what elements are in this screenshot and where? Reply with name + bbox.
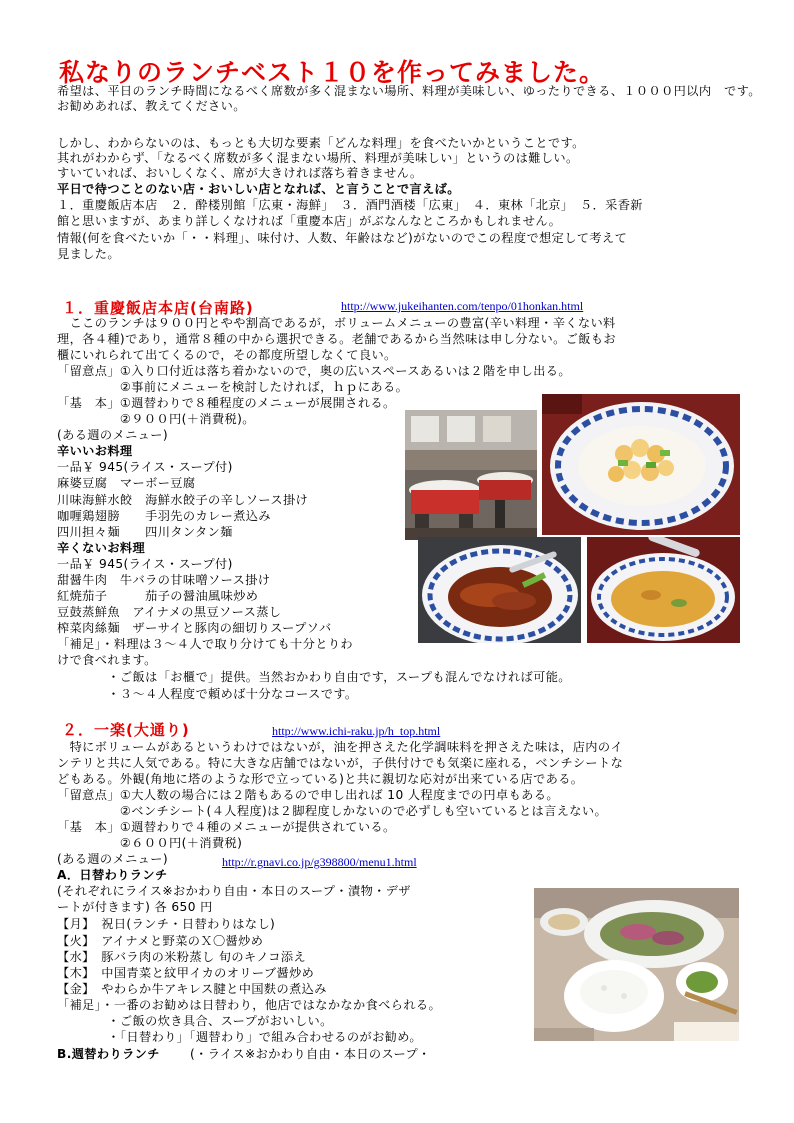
section2-line: 「留意点」①大人数の場合には２階もあるので申し出れば 10 人程度までの円卓もある。 <box>57 788 559 802</box>
soup-icon <box>587 537 740 643</box>
section1-line: 理，各４種)であり，通常８種の中から選択できる。老舗であるから当然味は申し分ない。ご飯もお <box>57 332 617 346</box>
section1-line: 川味海鮮水餃 海鮮水餃子の辛しソース掛け <box>57 493 309 507</box>
section1-line: 麻婆豆腐 マーボー豆腐 <box>57 476 196 490</box>
section2-line: (・ライス※おかわり自由・本日のスープ・ <box>190 1047 431 1061</box>
lunch-set-icon <box>534 888 739 1041</box>
section1-line: 「基 本」①週替わりで８種程度のメニューが展開される。 <box>57 396 396 410</box>
section2-line: 【金】 やわらか牛アキレス腱と中国麩の煮込み <box>57 982 327 996</box>
page-title: 私なりのランチベスト１０を作ってみました。 <box>59 58 606 87</box>
section1-line: けで食べれます。 <box>57 653 157 667</box>
section2-line: ンテリと共に人気である。特に大きな店舗ではないが，子供付けでも気楽に座れる，ベンチシートな <box>57 756 624 770</box>
section1-line: 榨菜肉絲麺 ザーサイと豚肉の細切りスープソバ <box>57 621 332 635</box>
section2-line: 「基 本」①週替わりで４種のメニューが提供されている。 <box>57 820 396 834</box>
section1-line: 「補足」・料理は３～４人で取り分けても十分とりわ <box>57 637 353 651</box>
intro-line: お勧めあれば、教えてください。 <box>57 99 246 113</box>
section1-line: 咖喱鶏翅膀 手羽先のカレー煮込み <box>57 509 271 523</box>
section2-link[interactable]: http://www.ichi-raku.jp/h_top.html <box>272 724 441 738</box>
section2-heading: ２．一楽(大通り) <box>62 721 190 739</box>
section2-line: 【月】 祝日(ランチ・日替わりはなし) <box>57 917 276 931</box>
section1-line: 「留意点」①入り口付近は落ち着かないので，奥の広いスペースあるいは２階を申し出る。 <box>57 364 571 378</box>
dining-room-icon <box>405 410 537 540</box>
section2-line: 【火】 アイナメと野菜のＸ〇醤炒め <box>57 934 264 948</box>
section1-line: 一品￥ 945(ライス・スープ付) <box>57 460 233 474</box>
section2-line: 特にボリュームがあるというわけではないが，油を押さえた化学調味料を押さえた味は，店内のイ <box>57 740 624 754</box>
section1-subheading: 辛いいお料理 <box>57 444 133 458</box>
section2-line: (ある週のメニュー) <box>57 852 169 866</box>
intro-line: 希望は、平日のランチ時間になるべく席数が多く混まない場所、料理が美味しい、ゆったりできる、１０００円以内 です。 <box>57 84 761 98</box>
section2-line: ②６００円(＋消費税) <box>57 836 243 850</box>
intro-line: 其れがわからず、「なるべく席数が多く混まない場所、料理が美味しい」というのは難しい。 <box>57 151 579 165</box>
section2-line: ・ご飯の炊き具合、スープがおいしい。 <box>57 1014 333 1028</box>
section2-line: ・「日替わり」「週替わり」で組み合わせるのがお勧め。 <box>57 1030 422 1044</box>
section1-line: ・３～４人程度で頼めば十分なコースです。 <box>57 687 358 701</box>
section1-line: 櫃にいれられて出てくるので，その都度所望しなくて良い。 <box>57 348 397 362</box>
section1-line: 四川担々麺 四川タンタン麺 <box>57 525 233 539</box>
intro-line: １．重慶飯店本店 ２．酔楼別館「広東・海鮮」 ３．酒門酒楼「広東」 ４．東林「北京」 ５．采香新 <box>57 198 643 212</box>
section1-line: ・ご飯は「お櫃で」提供。当然おかわり自由です，スープも混んでなければ可能。 <box>57 670 571 684</box>
section2-line: ②ベンチシート(４人程度)は２脚程度しかないので必ずしも空いているとは言えない。 <box>57 804 608 818</box>
section2-line: 【水】 豚バラ肉の米粉蒸し 旬のキノコ添え <box>57 950 307 964</box>
section1-heading: １．重慶飯店本店(台南路) <box>62 299 254 317</box>
restaurant-interior-photo <box>405 410 537 540</box>
intro-line: 見ました。 <box>57 247 120 261</box>
section1-link[interactable]: http://www.jukeihanten.com/tenpo/01honkan.html <box>341 299 584 313</box>
section2-line: どもある。外観(角地に塔のような形で立っている)と共に親切な応対が出来ている店である。 <box>57 772 584 786</box>
scallop-dish-photo <box>542 394 740 535</box>
braised-fish-photo <box>418 537 581 643</box>
section2-line: 【木】 中国青菜と紋甲イカのオリーブ醤炒め <box>57 966 315 980</box>
section1-subheading: 辛くないお料理 <box>57 541 146 555</box>
section1-line: (ある週のメニュー) <box>57 428 169 442</box>
section1-line: ②事前にメニューを検討したければ，ｈｐにある。 <box>57 380 409 394</box>
intro-line: 情報(何を食べたいか「・・料理」、味付け、人数、年齢はなど)がないのでこの程度で想定して考えて <box>57 231 628 245</box>
section1-line: 一品￥ 945(ライス・スープ付) <box>57 557 233 571</box>
intro-line: すいていれば、おいしくなく、席が大きければ落ち着きません。 <box>57 166 423 180</box>
section2-subheading: A．日替わりランチ <box>57 868 168 882</box>
fish-in-sauce-icon <box>418 537 581 643</box>
section1-line: ②９００円(＋消費税)。 <box>57 412 255 426</box>
section2-menu-link[interactable]: http://r.gnavi.co.jp/g398800/menu1.html <box>222 855 417 869</box>
section1-line: 紅焼茄子 茄子の醤油風味炒め <box>57 589 259 603</box>
soup-bowl-photo <box>587 537 740 643</box>
section1-line: ここのランチは９００円とやや割高であるが，ボリュームメニューの豊富(辛い料理・辛くない料 <box>57 316 616 330</box>
section2-subheading: B.週替わりランチ <box>57 1047 160 1061</box>
ichiraku-lunch-photo <box>534 888 739 1041</box>
intro-line: しかし、わからないのは、もっとも大切な要素「どんな料理」を食べたいかということです。 <box>57 136 585 150</box>
seafood-plate-icon <box>542 394 740 535</box>
section1-line: 豆鼓蒸鮮魚 アイナメの黒豆ソース蒸し <box>57 605 282 619</box>
intro-line-bold: 平日で待つことのない店・おいしい店となれば、と言うことで言えば。 <box>57 182 460 196</box>
section2-line: 「補足」・一番のお勧めは日替わり，他店ではなかなか食べられる。 <box>57 998 442 1012</box>
intro-line: 館と思いますが、あまり詳しくなければ「重慶本店」がぶなんなところかもしれません。 <box>57 214 562 228</box>
section1-line: 甜醤牛肉 牛バラの甘味噌ソース掛け <box>57 573 271 587</box>
section2-line: ートが付きます) 各 650 円 <box>57 900 213 914</box>
section2-line: (それぞれにライス※おかわり自由・本日のスープ・漬物・デザ <box>57 884 411 898</box>
